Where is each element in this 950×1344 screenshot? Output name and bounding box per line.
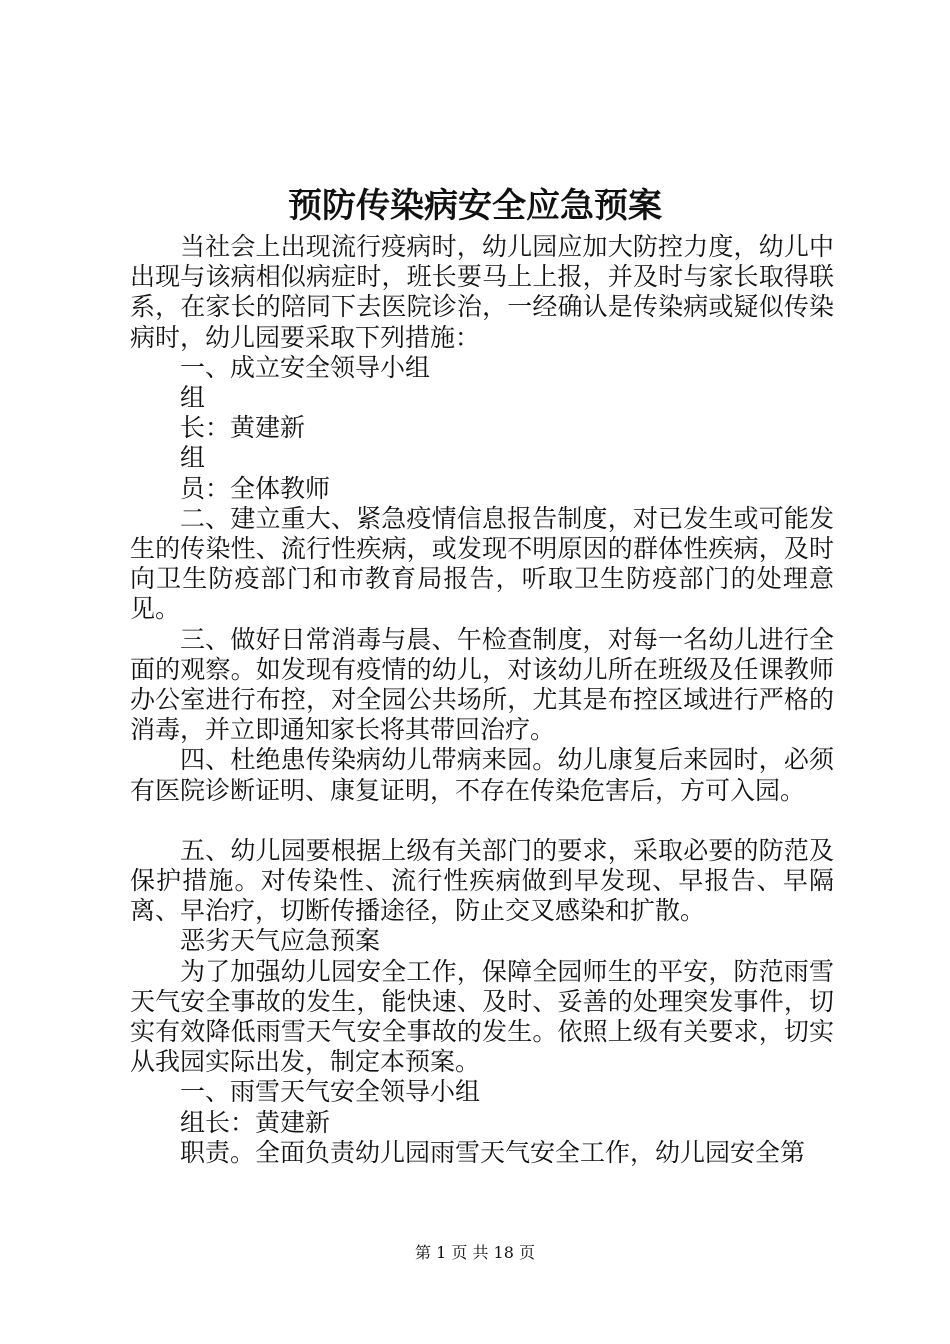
heading-weather-group: 一、雨雪天气安全领导小组 bbox=[180, 1077, 481, 1107]
page-indicator: 第 1 页 共 18 页 bbox=[415, 1243, 535, 1262]
group-label-2: 组 bbox=[180, 443, 206, 473]
section-heading-weather: 恶劣天气应急预案 bbox=[180, 926, 381, 956]
paragraph-protection: 五、幼儿园要根据上级有关部门的要求，采取必要的防范及保护措施。对传染性、流行性疾病做到早发现、早报告、早隔离、早治疗，切断传播途径，防止交叉感染和扩散。 bbox=[130, 835, 834, 926]
paragraph-weather-intro: 为了加强幼儿园安全工作，保障全园师生的平安，防范雨雪天气安全事故的发生，能快速、及时、妥善的处理突发事件，切实有效降低雨雪天气安全事故的发生。依照上级有关要求，切实从我园实际出发，制定本预案。 bbox=[130, 956, 834, 1077]
document-body bbox=[130, 232, 834, 1168]
paragraph-return: 四、杜绝患传染病幼儿带病来园。幼儿康复后来园时，必须有医院诊断证明、康复证明，不存在传染危害后，方可入园。 bbox=[130, 745, 834, 805]
group-members: 员：全体教师 bbox=[180, 473, 331, 503]
heading-safety-group: 一、成立安全领导小组 bbox=[180, 352, 431, 382]
paragraph-intro: 当社会上出现流行疫病时，幼儿园应加大防控力度，幼儿中出现与该病相似病症时，班长要马上上报，并及时与家长取得联系，在家长的陪同下去医院诊治，一经确认是传染病或疑似传染病时，幼儿园要采取下列措施： bbox=[130, 232, 834, 352]
weather-group-leader: 组长：黄建新 bbox=[180, 1107, 331, 1137]
paragraph-reporting: 二、建立重大、紧急疫情信息报告制度，对已发生或可能发生的传染性、流行性疾病，或发现不明原因的群体性疾病，及时向卫生防疫部门和市教育局报告，听取卫生防疫部门的处理意见。 bbox=[130, 503, 834, 624]
document-title: 预防传染病安全应急预案 bbox=[288, 186, 662, 226]
group-leader: 长：黄建新 bbox=[180, 413, 306, 443]
paragraph-gap bbox=[130, 806, 834, 836]
group-label-1: 组 bbox=[180, 383, 206, 413]
paragraph-duties: 职责。全面负责幼儿园雨雪天气安全工作，幼儿园安全第 bbox=[180, 1137, 806, 1167]
paragraph-disinfection: 三、做好日常消毒与晨、午检查制度，对每一名幼儿进行全面的观察。如发现有疫情的幼儿，对该幼儿所在班级及任课教师办公室进行布控，对全园公共场所，尤其是布控区域进行严格的消毒，并立即通知家长将其带回治疗。 bbox=[130, 624, 834, 745]
